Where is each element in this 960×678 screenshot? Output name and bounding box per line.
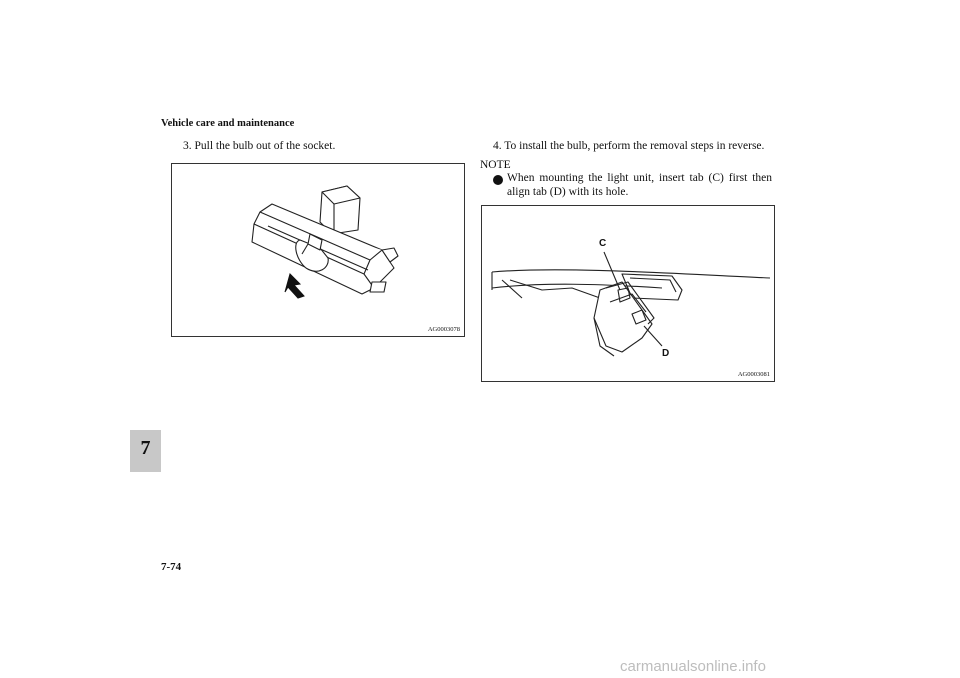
note-text-line-2: align tab (D) with its hole. xyxy=(507,186,629,198)
watermark-text: carmanualsonline.info xyxy=(620,658,766,675)
step-3-text: 3. Pull the bulb out of the socket. xyxy=(183,140,336,152)
light-unit-illustration xyxy=(482,206,774,381)
label-d: D xyxy=(662,348,670,359)
figure-code: AG0003078 xyxy=(427,326,460,333)
chapter-number: 7 xyxy=(140,437,151,459)
pull-direction-arrow-icon xyxy=(285,274,304,298)
label-c: C xyxy=(599,238,607,249)
note-text-line-1: When mounting the light unit, insert tab (C) first then xyxy=(507,172,772,184)
section-title: Vehicle care and maintenance xyxy=(161,118,295,129)
figure-code: AG0003081 xyxy=(737,371,770,378)
light-unit-mounting-figure xyxy=(481,205,775,382)
bullet-icon xyxy=(493,175,503,185)
page-number: 7-74 xyxy=(161,561,182,573)
bulb-socket-illustration xyxy=(172,164,464,336)
bulb-removal-figure xyxy=(171,163,465,337)
note-label: NOTE xyxy=(480,159,511,171)
step-4-text: 4. To install the bulb, perform the removal steps in reverse. xyxy=(493,140,765,152)
